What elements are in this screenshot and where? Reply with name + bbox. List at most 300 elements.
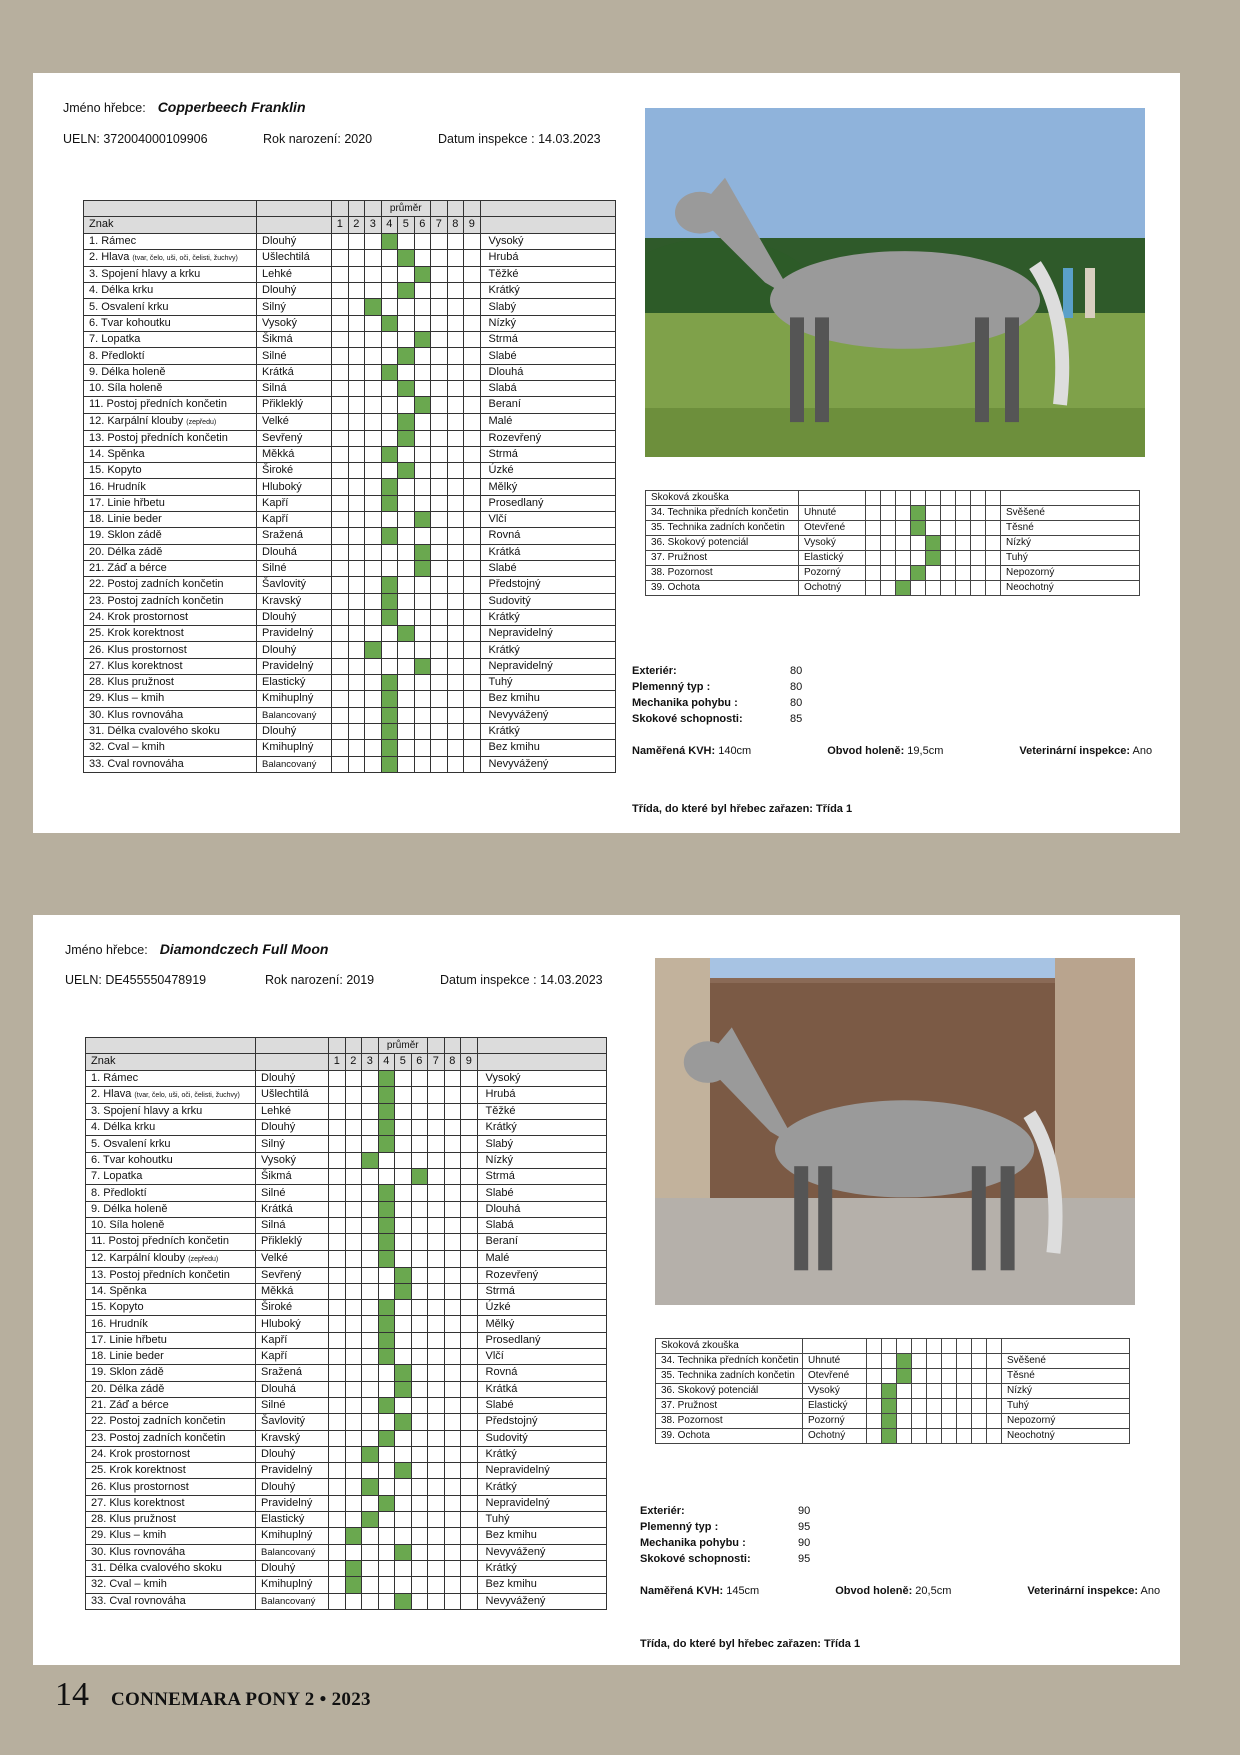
table-header-row — [84, 201, 616, 217]
score-cell — [395, 1086, 412, 1103]
score-cell — [866, 536, 881, 551]
score-mark — [381, 675, 398, 691]
score-mark — [381, 479, 398, 495]
score-cell — [348, 283, 365, 299]
score-cell — [987, 1369, 1002, 1384]
score-cell — [447, 249, 464, 266]
score-mark — [395, 1365, 412, 1381]
score-cell — [348, 577, 365, 593]
trait-right-extreme: Dlouhá — [480, 364, 615, 380]
trait-left-extreme: Široké — [256, 1300, 329, 1316]
score-cell — [431, 626, 448, 642]
jump-trait-name: 39. Ochota — [646, 581, 799, 596]
score-cell — [927, 1399, 942, 1414]
trait-name — [84, 756, 257, 772]
score-cell — [378, 1267, 395, 1283]
mechanika-value: 90 — [798, 1537, 811, 1549]
score-cell — [444, 1430, 461, 1446]
scale-header: 6 — [411, 1054, 428, 1070]
score-mark — [882, 1429, 897, 1444]
score-cell — [345, 1381, 362, 1397]
trait-right-extreme: Předstojný — [477, 1414, 606, 1430]
score-cell — [362, 1267, 379, 1283]
score-cell — [927, 1384, 942, 1399]
average-header: průměr — [378, 1038, 428, 1054]
trait-right-extreme: Slabá — [480, 380, 615, 396]
score-cell — [464, 593, 481, 609]
score-cell — [362, 1201, 379, 1217]
score-cell — [431, 658, 448, 674]
score-mark — [897, 1369, 912, 1384]
score-mark — [381, 446, 398, 462]
score-cell — [378, 1593, 395, 1609]
score-cell — [431, 233, 448, 249]
trait-left-extreme: Balancovaný — [257, 756, 332, 772]
jump-trait-name: 37. Pružnost — [646, 551, 799, 566]
score-cell — [329, 1267, 346, 1283]
stallion-name: Copperbeech Franklin — [157, 99, 306, 115]
trait-left-extreme: Dlouhá — [257, 544, 332, 560]
score-cell — [348, 332, 365, 348]
jump-trait-name: 37. Pružnost — [656, 1399, 803, 1414]
score-cell — [398, 544, 415, 560]
vet-field — [1027, 1585, 1198, 1597]
trait-right-extreme: Prosedlaný — [477, 1332, 606, 1348]
skok-label: Skokové schopnosti: — [632, 713, 743, 725]
trait-right-extreme: Nepravidelný — [480, 626, 615, 642]
trait-name — [84, 609, 257, 625]
score-mark — [378, 1495, 395, 1511]
trait-label: 24. Krok prostornost — [91, 1447, 191, 1460]
score-cell — [461, 1120, 478, 1136]
score-cell — [866, 506, 881, 521]
score-cell — [428, 1070, 445, 1086]
jump-left-extreme: Vysoký — [803, 1384, 867, 1399]
trait-right-extreme: Prosedlaný — [480, 495, 615, 511]
score-cell — [414, 364, 431, 380]
horse-image — [655, 958, 1135, 1305]
trait-row — [84, 544, 616, 560]
trait-name — [86, 1136, 256, 1152]
score-cell — [926, 566, 941, 581]
trait-left-extreme: Lehké — [257, 266, 332, 282]
date-label: Datum inspekce : — [440, 973, 537, 987]
score-cell — [381, 266, 398, 282]
score-cell — [444, 1577, 461, 1593]
jump-trait-name: 38. Pozornost — [656, 1414, 803, 1429]
score-cell — [332, 397, 349, 413]
score-cell — [398, 723, 415, 739]
trait-name — [86, 1201, 256, 1217]
score-cell — [428, 1283, 445, 1299]
score-mark — [378, 1300, 395, 1316]
score-cell — [345, 1593, 362, 1609]
score-cell — [444, 1283, 461, 1299]
typ-label: Plemenný typ : — [632, 681, 711, 693]
score-cell — [381, 430, 398, 446]
trait-right-extreme: Krátký — [480, 642, 615, 658]
score-cell — [345, 1250, 362, 1267]
score-cell — [912, 1354, 927, 1369]
score-cell — [332, 707, 349, 723]
score-mark — [395, 1267, 412, 1283]
trait-row — [84, 430, 616, 446]
score-cell — [365, 593, 382, 609]
score-cell — [345, 1512, 362, 1528]
score-cell — [881, 506, 896, 521]
score-cell — [348, 544, 365, 560]
score-cell — [972, 1369, 987, 1384]
trait-left-extreme: Pravidelný — [257, 626, 332, 642]
trait-left-extreme: Dlouhý — [257, 233, 332, 249]
score-cell — [378, 1577, 395, 1593]
ueln-value: DE455550478919 — [105, 973, 207, 987]
jump-left-extreme: Pozorný — [803, 1414, 867, 1429]
score-cell — [461, 1528, 478, 1544]
score-cell — [329, 1169, 346, 1185]
trait-row — [84, 560, 616, 576]
score-cell — [414, 756, 431, 772]
score-cell — [942, 1399, 957, 1414]
score-cell — [956, 521, 971, 536]
score-skok — [640, 1553, 810, 1569]
score-cell — [329, 1479, 346, 1495]
jump-right-extreme: Nepozorný — [1002, 1414, 1130, 1429]
stallion-name-row — [63, 99, 306, 117]
score-cell — [411, 1267, 428, 1283]
score-cell — [398, 512, 415, 528]
score-cell — [957, 1354, 972, 1369]
score-cell — [345, 1267, 362, 1283]
score-cell — [444, 1349, 461, 1365]
vet-label: Veterinární inspekce: — [1019, 745, 1131, 757]
trait-label: 15. Kopyto — [91, 1301, 144, 1314]
score-cell — [365, 380, 382, 396]
trait-name — [86, 1185, 256, 1201]
ueln-label: UELN: — [63, 132, 100, 146]
score-mark — [381, 756, 398, 772]
score-cell — [395, 1446, 412, 1462]
score-cell — [411, 1544, 428, 1560]
score-cell — [329, 1070, 346, 1086]
trait-name — [86, 1349, 256, 1365]
score-cell — [912, 1399, 927, 1414]
score-cell — [395, 1250, 412, 1267]
score-cell — [362, 1463, 379, 1479]
born-value: 2020 — [344, 132, 373, 146]
score-cell — [464, 756, 481, 772]
score-cell — [395, 1332, 412, 1348]
kvh-field — [640, 1585, 797, 1597]
page-footer — [55, 1676, 371, 1714]
score-cell — [428, 1414, 445, 1430]
score-cell — [414, 675, 431, 691]
trait-name — [84, 299, 257, 315]
trait-row — [86, 1381, 607, 1397]
score-cell — [398, 332, 415, 348]
score-cell — [345, 1414, 362, 1430]
score-cell — [362, 1430, 379, 1446]
score-mark — [345, 1560, 362, 1576]
score-cell — [867, 1354, 882, 1369]
score-mark — [378, 1185, 395, 1201]
score-cell — [941, 581, 956, 596]
trait-right-extreme: Bez kmihu — [480, 691, 615, 707]
trait-left-extreme: Hluboký — [256, 1316, 329, 1332]
score-cell — [398, 495, 415, 511]
trait-row — [86, 1593, 607, 1609]
score-cell — [381, 626, 398, 642]
score-cell — [365, 626, 382, 642]
trait-name — [86, 1283, 256, 1299]
trait-row — [84, 233, 616, 249]
trait-label: 28. Klus pružnost — [89, 676, 174, 689]
jump-trait-name: 34. Technika předních končetin — [646, 506, 799, 521]
score-cell — [329, 1250, 346, 1267]
horse-image — [645, 108, 1145, 457]
score-cell — [461, 1070, 478, 1086]
score-cell — [461, 1463, 478, 1479]
score-mark — [414, 560, 431, 576]
score-cell — [381, 332, 398, 348]
trait-right-extreme: Slabá — [477, 1217, 606, 1233]
score-cell — [444, 1300, 461, 1316]
score-cell — [461, 1397, 478, 1413]
score-cell — [381, 512, 398, 528]
score-cell — [414, 691, 431, 707]
jump-right-extreme: Tuhý — [1001, 551, 1140, 566]
trait-label: 26. Klus prostornost — [89, 643, 187, 656]
score-cell — [956, 551, 971, 566]
typ-value: 95 — [798, 1521, 811, 1533]
score-cell — [942, 1414, 957, 1429]
score-cell — [911, 551, 926, 566]
score-cell — [411, 1495, 428, 1511]
trait-name — [86, 1446, 256, 1462]
score-cell — [362, 1528, 379, 1544]
trait-left-extreme: Dlouhý — [256, 1446, 329, 1462]
score-cell — [464, 658, 481, 674]
trait-row — [84, 413, 616, 430]
score-cell — [332, 495, 349, 511]
score-cell — [444, 1250, 461, 1267]
trait-name — [84, 479, 257, 495]
score-cell — [428, 1152, 445, 1168]
trait-left-extreme: Pravidelný — [256, 1463, 329, 1479]
trait-right-extreme: Strmá — [480, 446, 615, 462]
score-cell — [428, 1169, 445, 1185]
score-mark — [414, 512, 431, 528]
trait-name — [84, 249, 257, 266]
ueln-field — [63, 132, 263, 146]
score-cell — [447, 266, 464, 282]
trait-label: 3. Spojení hlavy a krku — [91, 1105, 203, 1118]
score-cell — [329, 1086, 346, 1103]
score-cell — [329, 1103, 346, 1119]
score-mark — [395, 1544, 412, 1560]
score-cell — [428, 1577, 445, 1593]
score-cell — [431, 446, 448, 462]
score-cell — [957, 1369, 972, 1384]
score-cell — [365, 348, 382, 364]
class-label: Třída, do které byl hřebec zařazen: — [632, 803, 813, 815]
score-cell — [447, 233, 464, 249]
score-cell — [345, 1283, 362, 1299]
trait-note: (zepředu) — [188, 1255, 219, 1263]
trait-left-extreme: Kmihuplný — [256, 1577, 329, 1593]
score-cell — [941, 551, 956, 566]
kvh-value: 140cm — [718, 745, 752, 757]
jump-left-extreme: Uhnuté — [799, 506, 866, 521]
jump-right-extreme: Tuhý — [1002, 1399, 1130, 1414]
jump-right-extreme: Nízký — [1002, 1384, 1130, 1399]
score-cell — [461, 1201, 478, 1217]
trait-left-extreme: Silné — [257, 560, 332, 576]
score-cell — [866, 551, 881, 566]
score-cell — [365, 675, 382, 691]
trait-label: 22. Postoj zadních končetin — [89, 578, 224, 591]
trait-name — [84, 430, 257, 446]
score-mark — [378, 1120, 395, 1136]
score-mark — [362, 1446, 379, 1462]
trait-name — [84, 658, 257, 674]
score-cell — [365, 266, 382, 282]
trait-right-extreme: Strmá — [477, 1169, 606, 1185]
score-cell — [414, 348, 431, 364]
trait-row — [84, 707, 616, 723]
date-field — [438, 132, 601, 146]
trait-left-extreme: Šavlovitý — [257, 577, 332, 593]
score-cell — [464, 463, 481, 479]
score-cell — [378, 1479, 395, 1495]
score-cell — [362, 1365, 379, 1381]
score-cell — [444, 1560, 461, 1576]
score-cell — [362, 1234, 379, 1250]
score-cell — [395, 1234, 412, 1250]
trait-label: 30. Klus rovnováha — [89, 708, 184, 721]
score-cell — [431, 528, 448, 544]
score-mark — [398, 348, 415, 364]
trait-right-extreme: Nepravidelný — [477, 1495, 606, 1511]
trait-label: 33. Cval rovnováha — [91, 1594, 186, 1607]
score-cell — [345, 1234, 362, 1250]
trait-row — [86, 1397, 607, 1413]
score-cell — [362, 1349, 379, 1365]
jump-trait-row — [656, 1369, 1130, 1384]
score-cell — [411, 1234, 428, 1250]
score-cell — [411, 1201, 428, 1217]
trait-right-extreme: Slabé — [477, 1185, 606, 1201]
trait-name — [86, 1593, 256, 1609]
trait-name — [84, 315, 257, 331]
score-cell — [395, 1169, 412, 1185]
exterier-value: 90 — [798, 1505, 811, 1517]
trait-name — [84, 707, 257, 723]
score-cell — [378, 1528, 395, 1544]
trait-right-extreme: Předstojný — [480, 577, 615, 593]
score-cell — [329, 1512, 346, 1528]
score-cell — [411, 1217, 428, 1233]
score-cell — [411, 1086, 428, 1103]
score-cell — [362, 1332, 379, 1348]
trait-left-extreme: Balancovaný — [256, 1544, 329, 1560]
trait-right-extreme: Bez kmihu — [480, 740, 615, 756]
score-cell — [362, 1185, 379, 1201]
score-cell — [411, 1414, 428, 1430]
score-cell — [464, 642, 481, 658]
summary-scores — [640, 1505, 810, 1569]
score-cell — [398, 675, 415, 691]
score-cell — [912, 1384, 927, 1399]
trait-row — [86, 1217, 607, 1233]
score-cell — [362, 1103, 379, 1119]
score-cell — [414, 593, 431, 609]
score-cell — [345, 1397, 362, 1413]
score-cell — [381, 397, 398, 413]
score-cell — [414, 528, 431, 544]
score-cell — [348, 430, 365, 446]
score-cell — [444, 1381, 461, 1397]
score-cell — [362, 1136, 379, 1152]
score-cell — [381, 658, 398, 674]
stallion-name: Diamondczech Full Moon — [159, 941, 329, 957]
score-cell — [395, 1560, 412, 1576]
trait-right-extreme: Malé — [480, 413, 615, 430]
score-cell — [395, 1136, 412, 1152]
score-mark — [381, 364, 398, 380]
trait-name — [84, 577, 257, 593]
score-mark — [911, 521, 926, 536]
jump-right-extreme: Těsné — [1001, 521, 1140, 536]
score-cell — [461, 1267, 478, 1283]
trait-left-extreme: Ušlechtilá — [256, 1086, 329, 1103]
score-cell — [329, 1397, 346, 1413]
score-cell — [866, 521, 881, 536]
score-cell — [444, 1528, 461, 1544]
score-mark — [398, 380, 415, 396]
score-cell — [431, 479, 448, 495]
trait-label: 25. Krok korektnost — [89, 627, 184, 640]
score-cell — [398, 233, 415, 249]
trait-name — [84, 512, 257, 528]
trait-right-extreme: Krátký — [480, 609, 615, 625]
trait-label: 8. Předloktí — [89, 349, 145, 362]
born-field — [263, 132, 438, 146]
score-cell — [461, 1593, 478, 1609]
score-cell — [447, 593, 464, 609]
score-cell — [986, 581, 1001, 596]
date-label: Datum inspekce : — [438, 132, 535, 146]
score-cell — [896, 536, 911, 551]
score-cell — [398, 577, 415, 593]
trait-name — [86, 1250, 256, 1267]
trait-left-extreme: Velké — [256, 1250, 329, 1267]
score-cell — [348, 380, 365, 396]
trait-name — [84, 691, 257, 707]
trait-right-extreme: Beraní — [477, 1234, 606, 1250]
score-cell — [345, 1430, 362, 1446]
trait-row — [86, 1365, 607, 1381]
score-cell — [332, 348, 349, 364]
trait-right-extreme: Bez kmihu — [477, 1577, 606, 1593]
trait-name — [84, 446, 257, 462]
score-cell — [971, 521, 986, 536]
score-mark — [411, 1169, 428, 1185]
score-cell — [411, 1283, 428, 1299]
scale-header: 7 — [428, 1054, 445, 1070]
score-cell — [365, 707, 382, 723]
score-cell — [348, 593, 365, 609]
